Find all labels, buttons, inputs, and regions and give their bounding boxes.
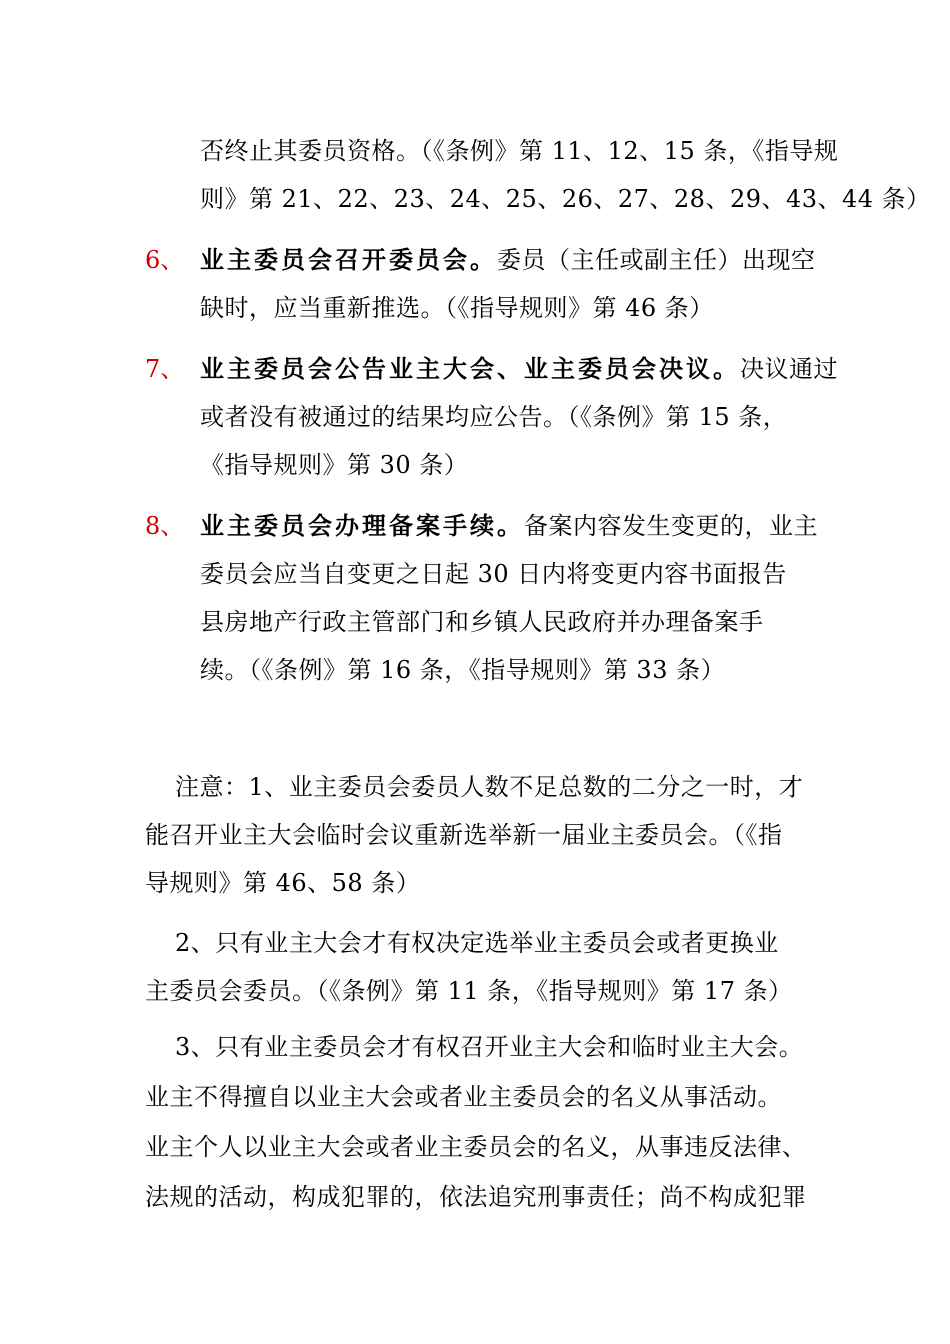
note-1-line: 导规则》第 46、58 条）: [145, 869, 421, 897]
note-2-line: 2、只有业主大会才有权决定选举业主委员会或者更换业: [175, 929, 779, 957]
item-number-8: 8、: [145, 512, 185, 540]
item-number-6: 6、: [145, 246, 185, 274]
item-8-line: 委员会应当自变更之日起 30 日内将变更内容书面报告: [200, 560, 787, 588]
item-8-heading: 业主委员会办理备案手续。: [200, 511, 524, 540]
note-1-line: 能召开业主大会临时会议重新选举新一届业主委员会。（《指: [145, 821, 783, 849]
note-1-line: 注意：1、业主委员会委员人数不足总数的二分之一时，才: [175, 773, 804, 801]
note-3-line: 3、只有业主委员会才有权召开业主大会和临时业主大会。: [175, 1033, 804, 1061]
item-7-line: 或者没有被通过的结果均应公告。（《条例》第 15 条，: [200, 403, 788, 431]
item-8-line: 续。（《条例》第 16 条，《指导规则》第 33 条）: [200, 656, 726, 684]
item-number-7: 7、: [145, 355, 185, 383]
item-8-first-line: [200, 509, 818, 543]
item-7-first-text: 决议通过: [740, 355, 838, 383]
item-6-line: 缺时，应当重新推选。（《指导规则》第 46 条）: [200, 294, 714, 322]
continuation-line-1: 否终止其委员资格。（《条例》第 11、12、15 条，《指导规: [200, 137, 839, 165]
item-7-first-line: [200, 352, 838, 386]
note-3-line: 业主个人以业主大会或者业主委员会的名义，从事违反法律、: [145, 1133, 807, 1161]
item-6-heading: 业主委员会召开委员会。: [200, 245, 497, 274]
note-3-line: 法规的活动，构成犯罪的，依法追究刑事责任；尚不构成犯罪: [145, 1183, 807, 1211]
item-7-heading: 业主委员会公告业主大会、业主委员会决议。: [200, 354, 740, 383]
item-6-first-text: 委员（主任或副主任）出现空: [497, 246, 816, 274]
continuation-line-2: 则》第 21、22、23、24、25、26、27、28、29、43、44 条）: [200, 185, 931, 213]
item-7-line: 《指导规则》第 30 条）: [200, 451, 469, 479]
item-6-first-line: [200, 243, 816, 277]
note-2-line: 主委员会委员。（《条例》第 11 条，《指导规则》第 17 条）: [145, 977, 793, 1005]
item-8-first-text: 备案内容发生变更的，业主: [524, 512, 818, 540]
note-3-line: 业主不得擅自以业主大会或者业主委员会的名义从事活动。: [145, 1083, 782, 1111]
item-8-line: 县房地产行政主管部门和乡镇人民政府并办理备案手: [200, 608, 764, 636]
